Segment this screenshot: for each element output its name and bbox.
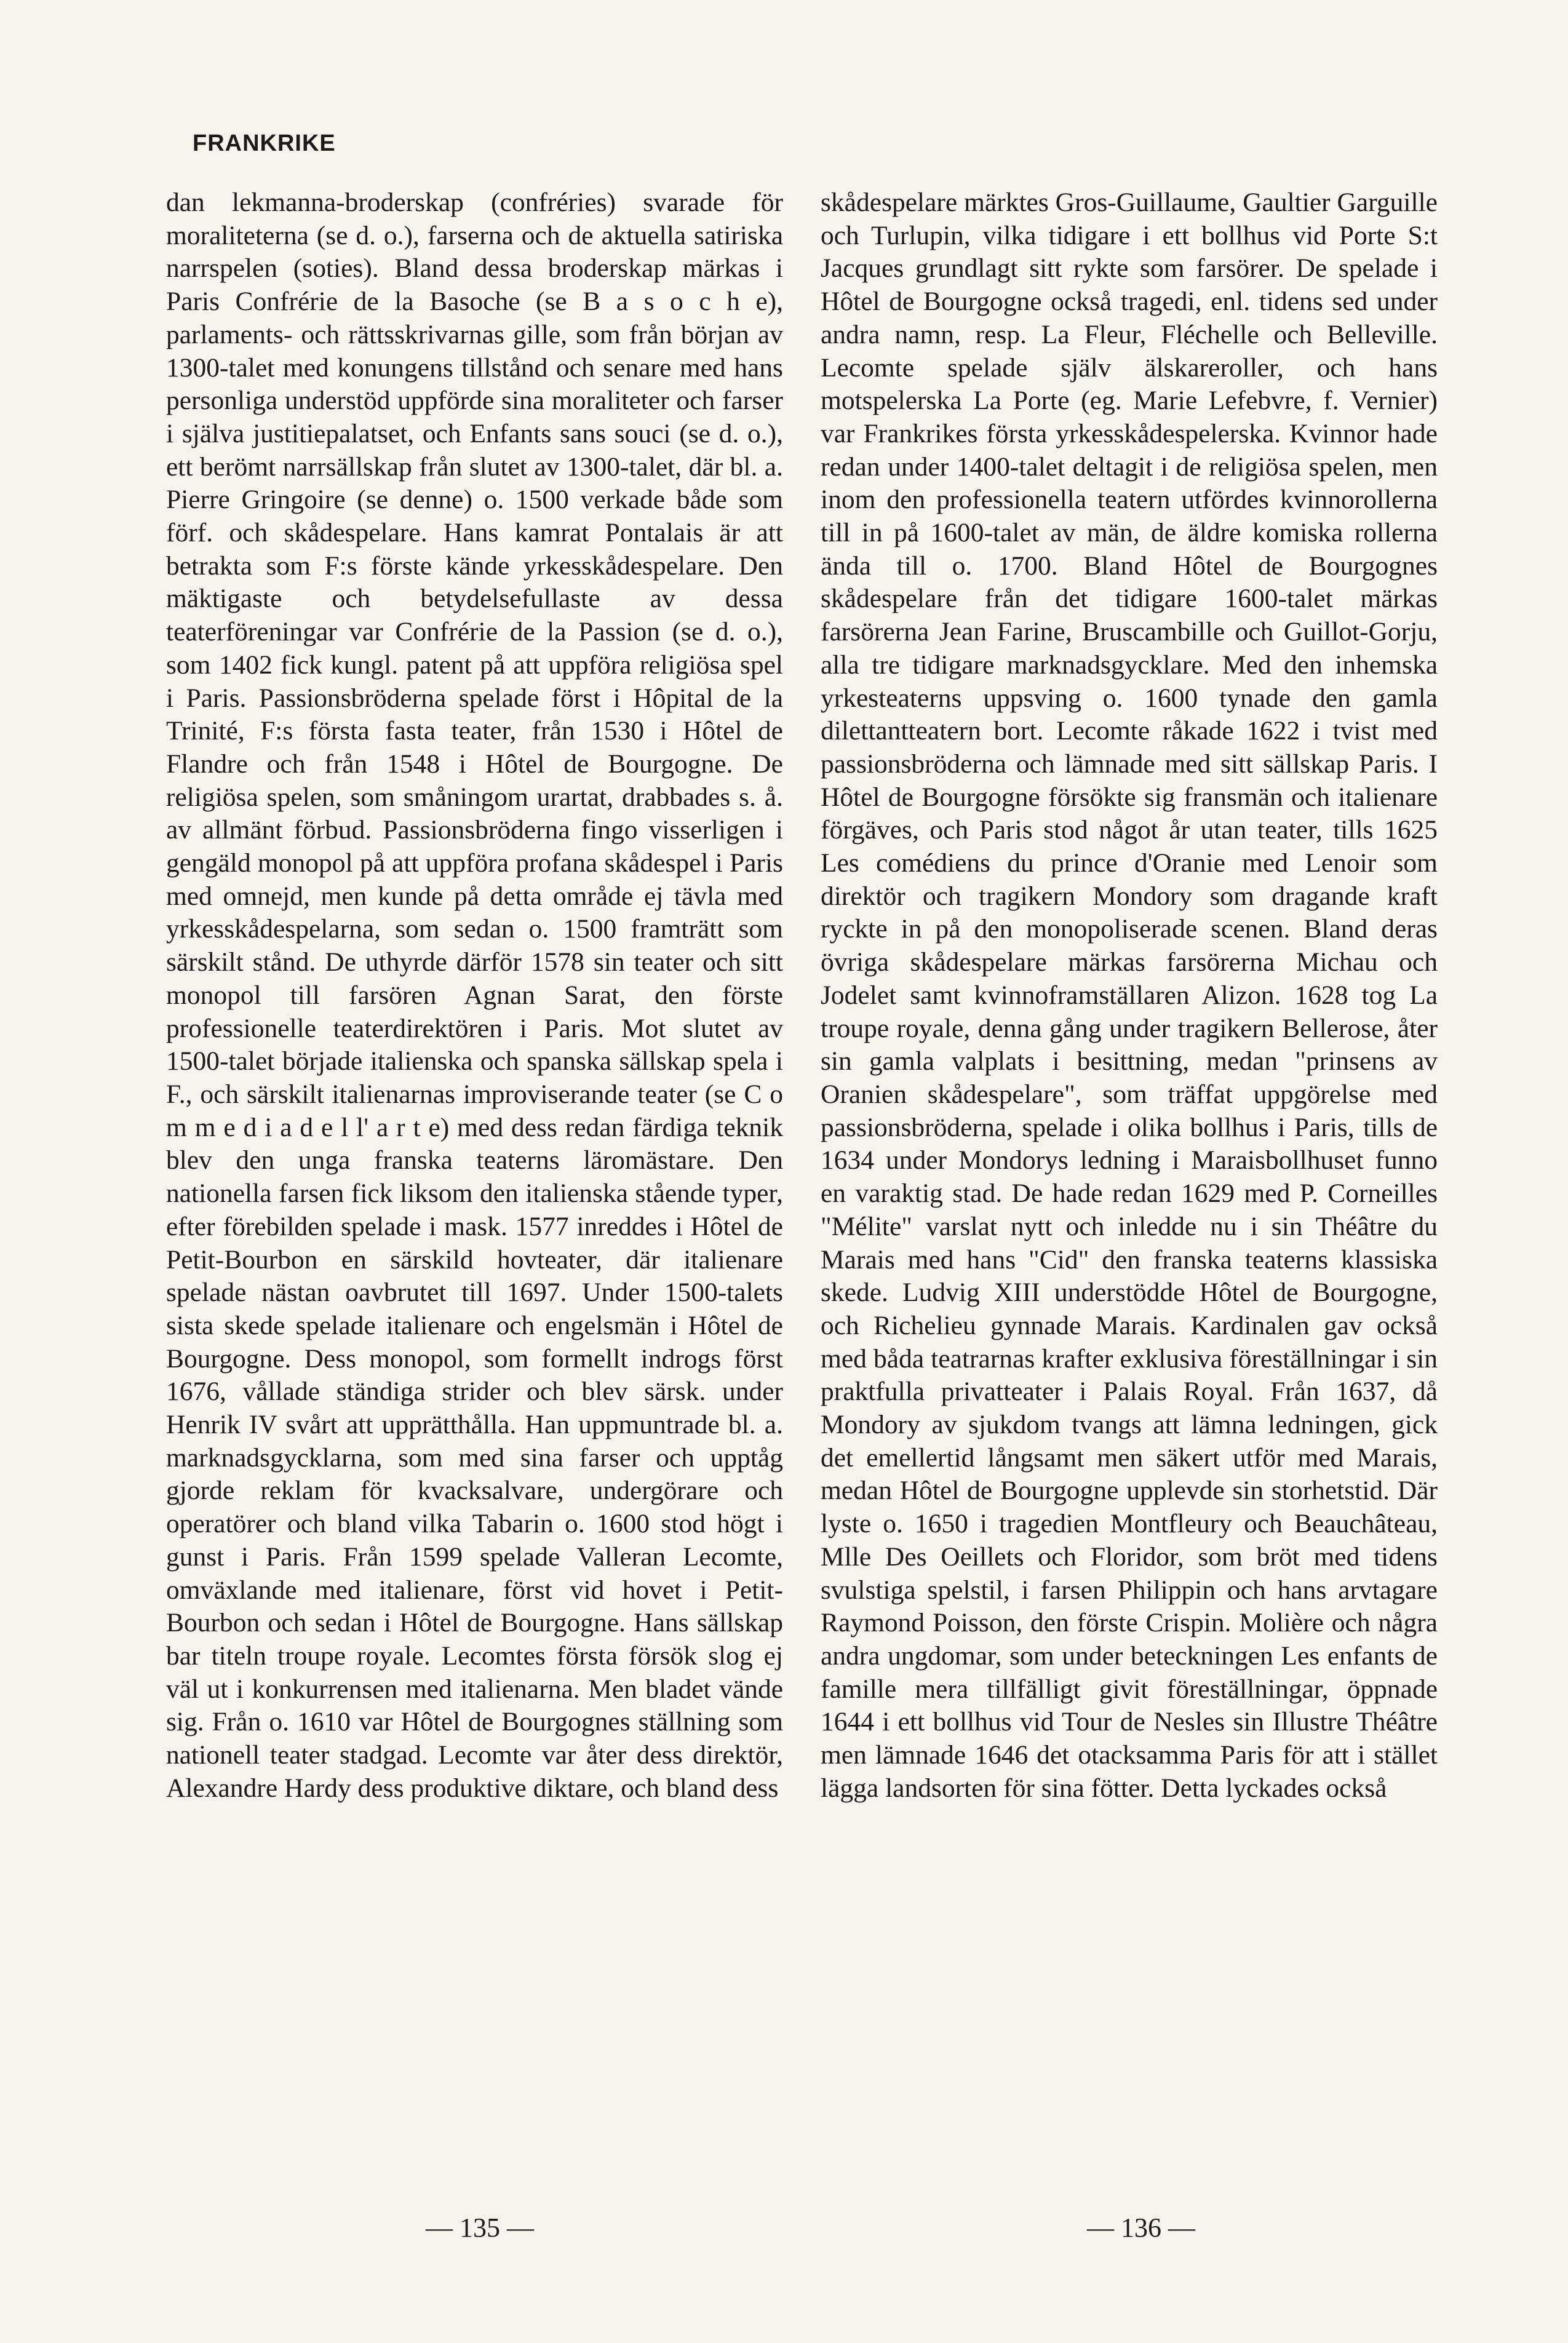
- body-text: skådespelare märktes Gros-Guillaume, Gaultier Garguille och Turlupin, vilka tidigare i ett bollhus vid Porte S:t Jacques grundlagt sitt rykte som farsörer. De spelade i Hôtel de Bourgogne också tragedi, enl. tidens sed under andra namn, resp. La Fleur, Fléchelle och Belleville. Lecomte spelade själv älskareroller, och hans motspelerska La Porte (eg. Marie Lefebvre, f. Vernier) var Frankrikes första yrkesskådespelerska. Kvinnor hade redan under 1400-talet deltagit i de religiösa spelen, men inom den professionella teatern utfördes kvinnorollerna till in på 1600-talet av män, de äldre komiska rollerna ända till o. 1700. Bland Hôtel de Bourgognes skådespelare från det tidigare 1600-talet märkas farsörerna Jean Farine, Bruscambille och Guillot-Gorju, alla tre tidigare marknadsgycklare. Med den inhemska yrkesteaterns uppsving o. 1600 tynade den gamla dilettantteatern bort. Lecomte råkade 1622 i tvist med passionsbröderna och lämnade med sitt sällskap Paris. I Hôtel de Bourgogne försökte sig fransmän och italienare förgäves, och Paris stod något år utan teater, tills 1625 Les comédiens du prince d'Oranie med Lenoir som direktör och tragikern Mondory som dragande kraft ryckte in på den monopoliserade scenen. Bland deras övriga skådespelare märkas farsörerna Michau och Jodelet samt kvinnoframställaren Alizon. 1628 tog La troupe royale, denna gång under tragikern Bellerose, åter sin gamla valplats i besittning, medan "prinsens av Oranien skådespelare", som träffat uppgörelse med passionsbröderna, spelade i olika bollhus i Paris, tills de 1634 under Mondorys ledning i Maraisbollhuset funno en varaktig stad. De hade redan 1629 med P. Corneilles "Mélite" varslat nytt och inledde nu i sin Théâtre du Marais med hans "Cid" den franska teaterns klassiska skede. Ludvig XIII understödde Hôtel de Bourgogne, och Richelieu gynnade Marais. Kardinalen gav också med båda teatrarnas krafter exklusiva föreställningar i sin praktfulla privatteater i Palais Royal. Från 1637, då Mondory av sjukdom tvangs att lämna ledningen, gick det emellertid långsamt men säkert utför med Marais, medan Hôtel de Bourgogne upplevde sin storhetstid. Där lyste o. 1650 i tragedien Montfleury och Beauchâteau, Mlle Des Oeillets och Floridor, som bröt med tidens svulstiga spelstil, i farsen Philippin och hans arvtagare Raymond Poisson, den förste Crispin. Molière och några andra ungdomar, som under beteckningen Les enfants de famille mera tillfälligt givit föreställningar, öppnade 1644 i ett bollhus vid Tour de Nesles sin Illustre Théâtre men lämnade 1646 det otacksamma Paris för att i stället lägga landsorten för sina fötter. Detta lyckades också: [821, 188, 1438, 1803]
- page-number-right: — 136 —: [1087, 2213, 1195, 2243]
- running-head: FRANKRIKE: [193, 130, 336, 156]
- page-number-left: — 135 —: [426, 2213, 534, 2243]
- text-column-right: [821, 186, 1438, 1805]
- body-text: dan lekmanna-broderskap (confréries) svarade för moraliteterna (se d. o.), farserna och de aktuella satiriska narrspelen (soties). Bland dessa broderskap märkas i Paris Confrérie de la Basoche (se B a s o c h e), parlaments- och rättsskrivarnas gille, som från början av 1300-talet med konungens tillstånd och senare med hans personliga understöd uppförde sina moraliteter och farser i själva justitiepalatset, och Enfants sans souci (se d. o.), ett berömt narrsällskap från slutet av 1300-talet, där bl. a. Pierre Gringoire (se denne) o. 1500 verkade både som förf. och skådespelare. Hans kamrat Pontalais är att betrakta som F:s förste kände yrkesskådespelare. Den mäktigaste och betydelsefullaste av dessa teaterföreningar var Confrérie de la Passion (se d. o.), som 1402 fick kungl. patent på att uppföra religiösa spel i Paris. Passionsbröderna spelade först i Hôpital de la Trinité, F:s första fasta teater, från 1530 i Hôtel de Flandre och från 1548 i Hôtel de Bourgogne. De religiösa spelen, som småningom urartat, drabbades s. å. av allmänt förbud. Passionsbröderna fingo visserligen i gengäld monopol på att uppföra profana skådespel i Paris med omnejd, men kunde på detta område ej tävla med yrkesskådespelarna, som sedan o. 1500 framträtt som särskilt stånd. De uthyrde därför 1578 sin teater och sitt monopol till farsören Agnan Sarat, den förste professionelle teaterdirektören i Paris. Mot slutet av 1500-talet började italienska och spanska sällskap spela i F., och särskilt italienarnas improviserande teater (se C o m m e d i a d e l l' a r t e) med dess redan färdiga teknik blev den unga franska teaterns läromästare. Den nationella farsen fick liksom den italienska stående typer, efter förebilden spelade i mask. 1577 inreddes i Hôtel de Petit-Bourbon en särskild hovteater, där italienare spelade nästan oavbrutet till 1697. Under 1500-talets sista skede spelade italienare och engelsmän i Hôtel de Bourgogne. Dess monopol, som formellt indrogs först 1676, vållade ständiga strider och blev särsk. under Henrik IV svårt att upprätthålla. Han uppmuntrade bl. a. marknadsgycklarna, som med sina farser och upptåg gjorde reklam för kvacksalvare, undergörare och operatörer och bland vilka Tabarin o. 1600 stod högt i gunst i Paris. Från 1599 spelade Valleran Lecomte, omväxlande med italienare, först vid hovet i Petit-Bourbon och sedan i Hôtel de Bourgogne. Hans sällskap bar titeln troupe royale. Lecomtes första försök slog ej väl ut i konkurrensen med italienarna. Men bladet vände sig. Från o. 1610 var Hôtel de Bourgognes ställning som nationell teater stadgad. Lecomte var åter dess direktör, Alexandre Hardy dess produktive diktare, och bland dess: [166, 188, 783, 1803]
- text-column-left: [166, 186, 783, 1805]
